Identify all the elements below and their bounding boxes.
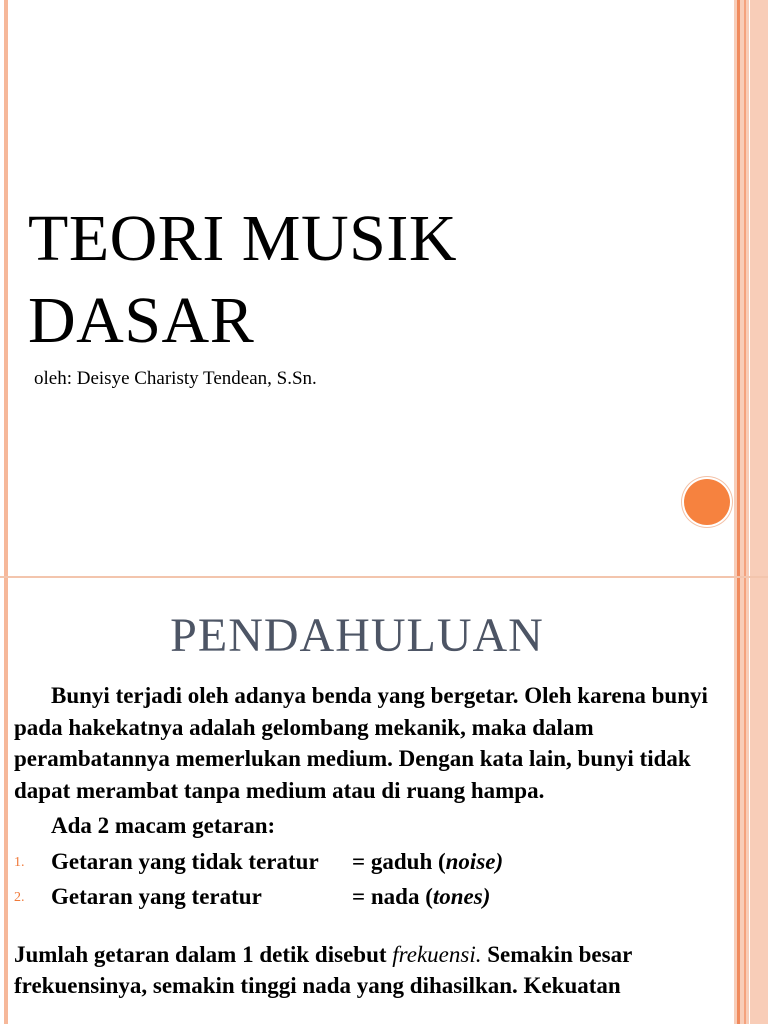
author-credit: oleh: Deisye Charisty Tendean, S.Sn. bbox=[34, 368, 317, 389]
paragraph-intro: Bunyi terjadi oleh adanya benda yang bergetar. Oleh karena bunyi pada hakekatnya adalah gelombang mekanik, maka dalam perambatannya memerlukan medium. Dengan kata lain, bunyi tidak dapat merambat tanpa medium atau di ruang hampa. bbox=[14, 683, 708, 803]
list-item bbox=[14, 881, 726, 913]
list-item-value: = nada (tones) bbox=[352, 884, 491, 909]
intro-slide bbox=[0, 578, 768, 1024]
slide-title bbox=[28, 198, 708, 362]
list-item bbox=[14, 846, 726, 878]
list-number: 1. bbox=[14, 854, 25, 870]
paragraph-frequency: Jumlah getaran dalam 1 detik disebut frekuensi. Semakin besar frekuensinya, semakin tinggi nada yang dihasilkan. Kekuatan bbox=[14, 941, 632, 998]
right-decorative-bands bbox=[734, 0, 768, 576]
list-intro: Ada 2 macam getaran: bbox=[51, 813, 276, 838]
orange-circle-ornament bbox=[684, 479, 730, 525]
right-decorative-bands bbox=[734, 578, 768, 1024]
slide-body bbox=[14, 680, 726, 1002]
term-italic: noise) bbox=[445, 848, 504, 874]
list-number: 2. bbox=[14, 890, 25, 905]
list-item-label: Getaran yang tidak teratur bbox=[51, 848, 319, 874]
title-line-1: TEORI MUSIK bbox=[28, 202, 457, 275]
term-frekuensi: frekuensi. bbox=[392, 941, 482, 967]
term-italic: tones) bbox=[432, 884, 491, 909]
list-item-value: = gaduh (noise) bbox=[352, 848, 504, 874]
list-item-label: Getaran yang teratur bbox=[51, 884, 262, 909]
section-heading: PENDAHULUAN bbox=[170, 609, 544, 662]
left-accent-rule bbox=[4, 0, 8, 576]
title-line-2: DASAR bbox=[28, 284, 255, 357]
